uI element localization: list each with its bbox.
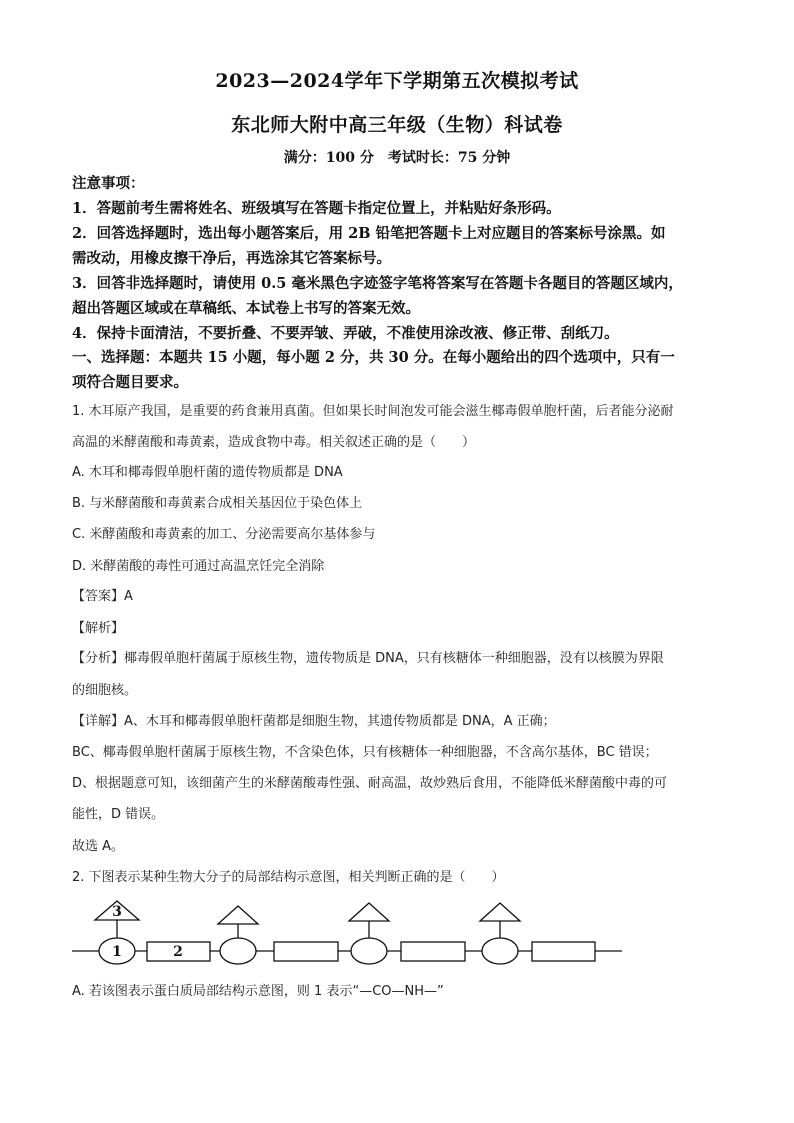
linkage-rectangle [274, 942, 338, 961]
diagram-label-2: 2 [173, 944, 183, 960]
linkage-rectangle [532, 942, 595, 961]
notes-line-1: 1．答题前考生需将姓名、班级填写在答题卡指定位置上，并粘贴好条形码。 [72, 200, 561, 217]
q1-option-d: D. 米酵菌酸的毒性可通过高温烹饪完全消除 [72, 559, 325, 574]
q1-detail-line2: BC、椰毒假单胞杆菌属于原核生物，不含染色体，只有核糖体一种细胞器，不含高尔基体，BC 错误； [72, 745, 658, 760]
notes-line-3: 3．回答非选择题时，请使用 0.5 毫米黑色字迹签字笔将答案写在答题卡各题目的答题区域内， [72, 275, 683, 292]
q1-analysis-heading: 【解析】 [72, 621, 125, 636]
q1-answer: 【答案】A [72, 589, 133, 604]
section-heading-line1: 一、选择题：本题共 15 小题，每小题 2 分，共 30 分。在每小题给出的四个选项中，只有一 [72, 349, 675, 366]
notes-heading: 注意事项： [72, 175, 145, 192]
exam-title-line2: 东北师大附中高三年级（生物）科试卷 [231, 114, 563, 136]
q2-option-a: A. 若该图表示蛋白质局部结构示意图，则 1 表示“—CO—NH—” [72, 984, 444, 999]
section-heading-line2: 项符合题目要求。 [72, 374, 188, 391]
q1-fenxi-line2: 的细胞核。 [72, 683, 138, 698]
q1-fenxi-line1: 【分析】椰毒假单胞杆菌属于原核生物，遗传物质是 DNA，只有核糖体一种细胞器，没有以核膜为界限 [72, 651, 664, 666]
notes-line-3-cont: 超出答题区域或在草稿纸、本试卷上书写的答案无效。 [72, 300, 420, 317]
unit-circle [220, 938, 256, 964]
q1-stem-line1: 1. 木耳原产我国，是重要的药食兼用真菌。但如果长时间泡发可能会滋生椰毒假单胞杆菌，后者能分泌耐 [72, 404, 674, 419]
q1-option-c: C. 米酵菌酸和毒黄素的加工、分泌需要高尔基体参与 [72, 527, 376, 542]
q1-detail-line3: D、根据题意可知，该细菌产生的米酵菌酸毒性强、耐高温，故炒熟后食用，不能降低米酵菌酸中毒的可 [72, 776, 668, 791]
unit-circle [482, 938, 518, 964]
side-group-triangle [480, 903, 520, 921]
exam-title-line1: 2023—2024学年下学期第五次模拟考试 [215, 70, 579, 92]
q1-option-a: A. 木耳和椰毒假单胞杆菌的遗传物质都是 DNA [72, 465, 343, 480]
side-group-triangle [349, 903, 389, 921]
linkage-rectangle [401, 942, 465, 961]
q1-detail-line1: 【详解】A、木耳和椰毒假单胞杆菌都是细胞生物，其遗传物质都是 DNA，A 正确； [72, 714, 556, 729]
notes-line-4: 4．保持卡面清洁，不要折叠、不要弄皱、弄破，不准使用涂改液、修正带、刮纸刀。 [72, 325, 619, 342]
q1-detail-line4: 能性，D 错误。 [72, 807, 165, 822]
exam-subtitle: 满分：100 分 考试时长：75 分钟 [283, 150, 511, 166]
notes-line-2-cont: 需改动，用橡皮擦干净后，再选涂其它答案标号。 [72, 250, 391, 267]
diagram-label-1: 1 [112, 944, 122, 960]
q2-stem: 2. 下图表示某种生物大分子的局部结构示意图，相关判断正确的是（ ） [72, 870, 505, 885]
side-group-triangle [218, 906, 258, 924]
diagram-label-3: 3 [112, 904, 122, 920]
q1-option-b: B. 与米酵菌酸和毒黄素合成相关基因位于染色体上 [72, 496, 363, 511]
unit-circle [351, 938, 387, 964]
q1-stem-line2: 高温的米酵菌酸和毒黄素，造成食物中毒。相关叙述正确的是（ ） [72, 435, 476, 450]
q1-conclusion: 故选 A。 [72, 839, 125, 854]
macromolecule-structure-diagram [66, 893, 632, 975]
notes-line-2: 2．回答选择题时，选出每小题答案后，用 2B 铅笔把答题卡上对应题目的答案标号涂黑。如 [72, 225, 666, 242]
